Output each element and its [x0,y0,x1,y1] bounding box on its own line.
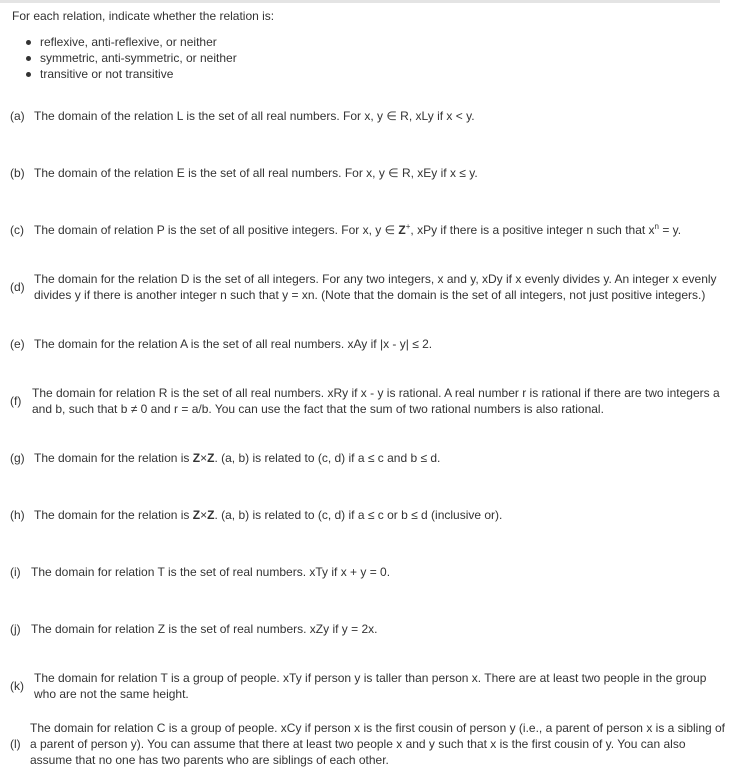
problem-text: The domain for the relation D is the set of all integers. For any two integers, x and y, xDy if x evenly divides y. An integer x evenly divides y if there is another integer n such that y = xn. (Note that the domain is the set of all integers, not just positive integers.) [34,272,717,302]
problem-text: The domain for the relation is Z×Z. (a, b) is related to (c, d) if a ≤ c and b ≤ d. [34,451,441,465]
problem-a [10,108,728,124]
problem-text: The domain for relation T is a group of people. xTy if person y is taller than person x. There are at least two people in the group who are not the same height. [34,671,707,701]
problem-text: The domain of the relation L is the set of all real numbers. For x, y ∈ R, xLy if x < y. [34,109,475,123]
criteria-item-symmetric: symmetric, anti-symmetric, or neither [24,50,237,66]
problem-text: The domain for the relation is Z×Z. (a, b) is related to (c, d) if a ≤ c or b ≤ d (inclusive or). [34,508,503,522]
problem-i [10,564,728,580]
problem-label: (b) [10,166,25,180]
criteria-list [24,34,237,82]
problem-label: (d) [10,280,25,294]
problem-label: (i) [10,565,21,579]
problem-label: (j) [10,622,21,636]
problem-label: (f) [10,394,22,408]
problem-label: (l) [10,737,21,751]
problem-c [10,222,728,238]
problem-label: (c) [10,223,24,237]
problem-label: (k) [10,679,24,693]
problem-f [10,385,728,417]
top-divider [0,0,720,3]
problem-text: The domain for the relation A is the set of all real numbers. xAy if |x - y| ≤ 2. [34,337,433,351]
problem-e [10,336,728,352]
problem-text: The domain of the relation E is the set of all real numbers. For x, y ∈ R, xEy if x ≤ y. [34,166,478,180]
intro-text: For each relation, indicate whether the relation is: [12,9,275,23]
problem-g [10,450,728,466]
problem-label: (a) [10,109,25,123]
problem-text: The domain for relation T is the set of real numbers. xTy if x + y = 0. [31,565,391,579]
problem-k [10,670,728,702]
problem-text: The domain for relation R is the set of all real numbers. xRy if x - y is rational. A real number r is rational if there are two integers a and b, such that b ≠ 0 and r = a/b. You can use the fact that the sum of two rational numbers is also rational. [32,386,720,416]
problem-b [10,165,728,181]
problem-label: (g) [10,451,25,465]
problem-d [10,271,728,303]
criteria-item-transitive: transitive or not transitive [24,66,237,82]
problem-text: The domain for relation C is a group of people. xCy if person x is the first cousin of person y (i.e., a parent of person x is a sibling of a parent of person y). You can assume that there at least two people x and y such that x is the first cousin of y. You can also assume that no one has two parents who are siblings of each other. [30,721,726,767]
criteria-item-reflexive: reflexive, anti-reflexive, or neither [24,34,237,50]
problem-text: The domain for relation Z is the set of real numbers. xZy if y = 2x. [31,622,378,636]
problem-text: The domain of relation P is the set of all positive integers. For x, y ∈ Z+, xPy if there is a positive integer n such that $x^n = y$. [34,222,682,237]
problem-label: (h) [10,508,25,522]
problem-label: (e) [10,337,25,351]
problem-j [10,621,728,637]
problem-l [10,720,728,768]
problem-h [10,507,728,523]
